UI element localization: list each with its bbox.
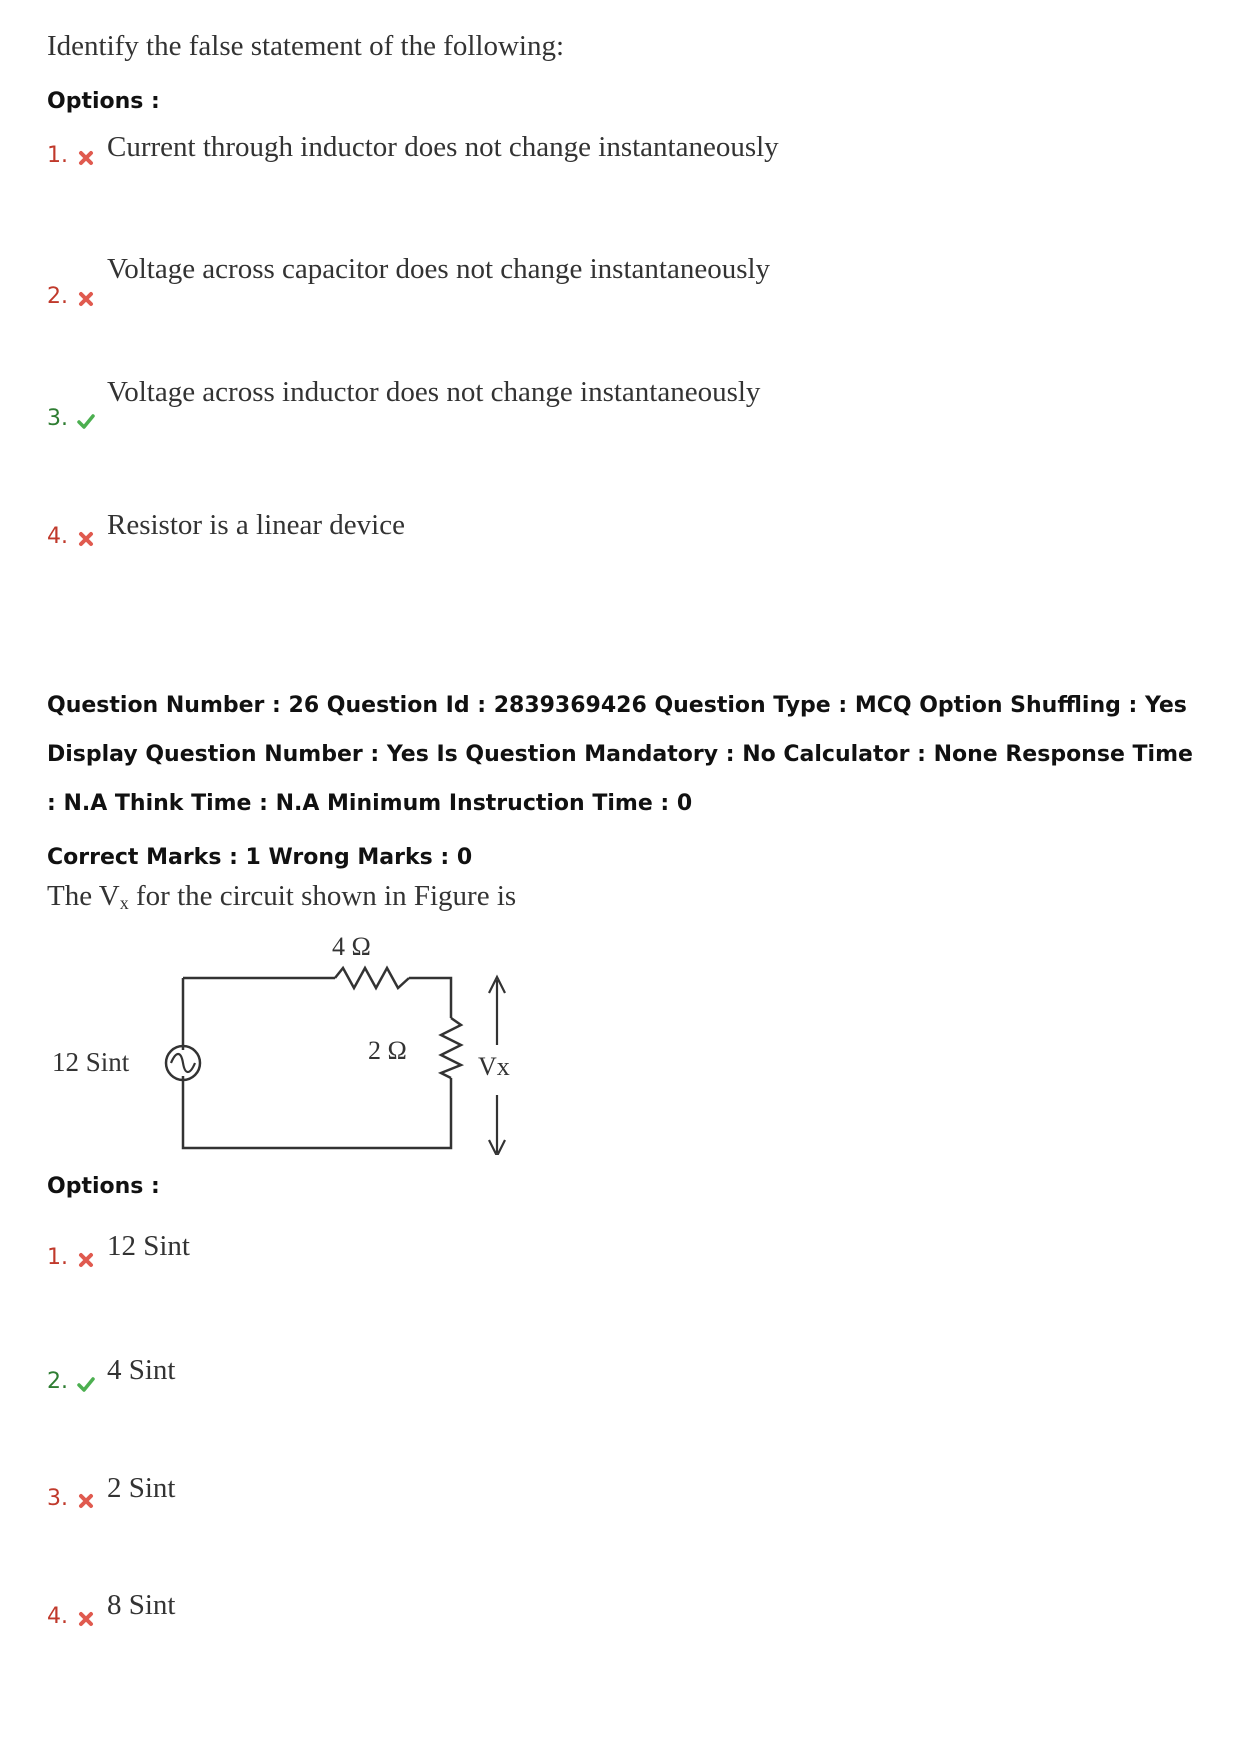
options-label: Options : — [47, 89, 160, 114]
option-row — [47, 1604, 95, 1629]
source-label: 12 Sint — [52, 1047, 130, 1077]
resistor-4ohm — [335, 968, 409, 988]
question-meta: Question Number : 26 Question Id : 2839369426 Question Type : MCQ Option Shuffling : Yes Display Question Number : Yes Is Question Mandatory : No Calculator : None Response Time : N.A Think Time : N.A Minimum Instruction Time : 0 — [47, 693, 1193, 816]
option-row — [47, 1369, 95, 1394]
r2-label: 2 Ω — [368, 1036, 407, 1065]
circuit-diagram — [50, 925, 530, 1155]
option-text: Current through inductor does not change instantaneously — [107, 131, 779, 163]
check-icon — [77, 1375, 95, 1393]
cross-icon — [77, 1251, 95, 1269]
option-number: 2. — [47, 1369, 68, 1394]
option-number: 3. — [47, 1486, 68, 1511]
cross-icon — [77, 1492, 95, 1510]
option-row — [47, 1486, 95, 1511]
option-row — [47, 1245, 95, 1270]
marks-info: Correct Marks : 1 Wrong Marks : 0 — [47, 845, 473, 870]
option-text: 4 Sint — [107, 1354, 176, 1386]
check-icon — [77, 412, 95, 430]
option-text: 8 Sint — [107, 1589, 176, 1621]
option-row — [47, 524, 95, 549]
vx-label: Vx — [478, 1052, 510, 1081]
option-row — [47, 143, 95, 168]
cross-icon — [77, 149, 95, 167]
question-text: Identify the false statement of the following: — [47, 30, 565, 62]
option-number: 4. — [47, 524, 68, 549]
cross-icon — [77, 1610, 95, 1628]
option-number: 3. — [47, 406, 68, 431]
cross-icon — [77, 290, 95, 308]
option-number: 2. — [47, 284, 68, 309]
vx-arrow-down — [489, 1095, 505, 1155]
r1-label: 4 Ω — [332, 932, 371, 961]
circuit-wire — [183, 978, 451, 1148]
question-text: The $V_x$ for the circuit shown in Figure is — [47, 880, 517, 913]
option-text: Voltage across capacitor does not change instantaneously — [107, 253, 771, 285]
option-number: 4. — [47, 1604, 68, 1629]
option-row — [47, 284, 95, 309]
option-number: 1. — [47, 1245, 68, 1270]
option-row — [47, 406, 95, 431]
option-text: 2 Sint — [107, 1472, 176, 1504]
options-label: Options : — [47, 1174, 160, 1199]
vx-arrow-up — [489, 977, 505, 1045]
option-text: 12 Sint — [107, 1230, 190, 1262]
resistor-2ohm — [441, 1018, 461, 1078]
option-number: 1. — [47, 143, 68, 168]
option-text: Voltage across inductor does not change instantaneously — [107, 376, 761, 408]
cross-icon — [77, 530, 95, 548]
option-text: Resistor is a linear device — [107, 509, 405, 541]
